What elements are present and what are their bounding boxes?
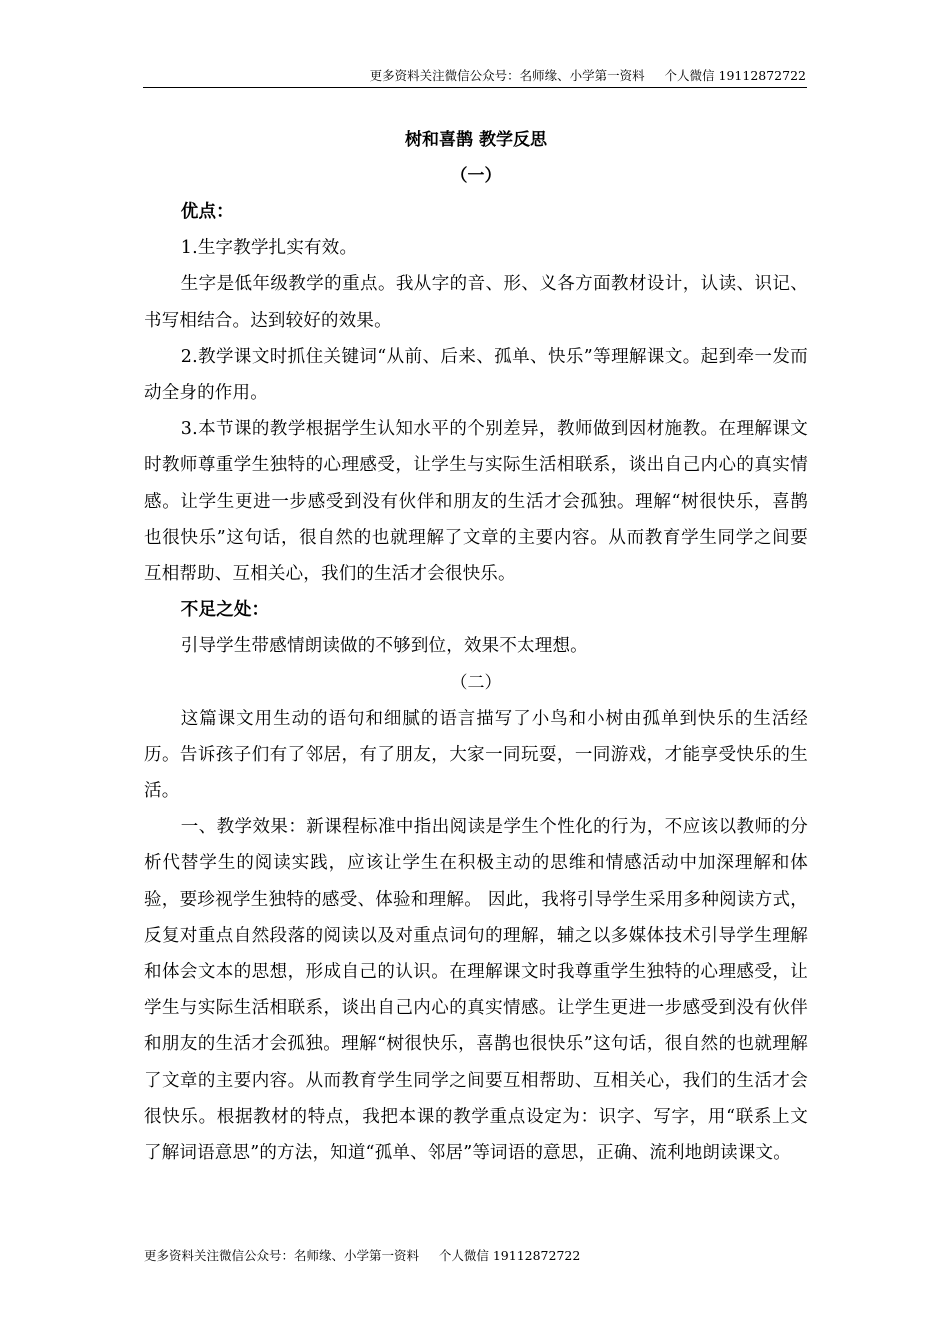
strengths-label: 优点： — [180, 202, 234, 222]
section-2-intro: 这篇课文用生动的语句和细腻的语言描写了小鸟和小树由孤单到快乐的生活经历。告诉孩子们有了邻居，有了朋友，大家一同玩耍，一同游戏，才能享受快乐的生活。 — [144, 708, 808, 802]
document-body — [144, 122, 808, 1171]
weakness-body: 引导学生带感情朗读做的不够到位，效果不太理想。 — [180, 636, 588, 657]
header-divider — [143, 87, 807, 88]
page-footer-text: 更多资料关注微信公众号：名师缘、小学第一资料 个人微信 19112872722 — [144, 1248, 581, 1263]
section-2-teaching-effect: 一、教学效果：新课程标准中指出阅读是学生个性化的行为，不应该以教师的分析代替学生的阅读实践，应该让学生在积极主动的思维和情感活动中加深理解和体验，要珍视学生独特的感受、体验和理解。 因此，我将引导学生采用多种阅读方式，反复对重点自然段落的阅读以及对重点词句的理解，辅之以多媒体技术引导学生理解和体会文本的思想，形成自己的认识。在理解课文时我尊重学生独特的心理感受，让学生与实际生活相联系，谈出自己内心的真实情感。让学生更进一步感受到没有伙伴和朋友的生活才会孤独。理解“树很快乐，喜鹊也很快乐”这句话，很自然的也就理解了文章的主要内容。从而教育学生同学之间要互相帮助、互相关心，我们的生活才会很快乐。根据教材的特点，我把本课的教学重点设定为：识字、写字，用“联系上文了解词语意思”的方法，知道“孤单、邻居”等词语的意思，正确、流利地朗读课文。 — [144, 817, 808, 1164]
point-1-title: 1.生字教学扎实有效。 — [180, 238, 358, 259]
page-header-text: 更多资料关注微信公众号：名师缘、小学第一资料 个人微信 19112872722 — [369, 68, 806, 83]
point-1-body: 生字是低年级教学的重点。我从字的音、形、义各方面教材设计，认读、识记、书写相结合。达到较好的效果。 — [144, 274, 808, 331]
weakness-label: 不足之处： — [180, 600, 270, 621]
section-heading-1: （一） — [450, 166, 502, 186]
point-3: 3.本节课的教学根据学生认知水平的个别差异，教师做到因材施教。在理解课文时教师尊重学生独特的心理感受，让学生与实际生活相联系，谈出自己内心的真实情感。让学生更进一步感受到没有伙伴和朋友的生活才会孤独。理解“树很快乐，喜鹊也很快乐”这句话，很自然的也就理解了文章的主要内容。从而教育学生同学之间要互相帮助、互相关心，我们的生活才会很快乐。 — [144, 419, 808, 585]
point-2: 2.教学课文时抓住关键词“从前、后来、孤单、快乐”等理解课文。起到牵一发而动全身的作用。 — [144, 346, 808, 404]
section-heading-2: （二） — [450, 672, 502, 693]
document-title: 树和喜鹊 教学反思 — [405, 130, 547, 150]
